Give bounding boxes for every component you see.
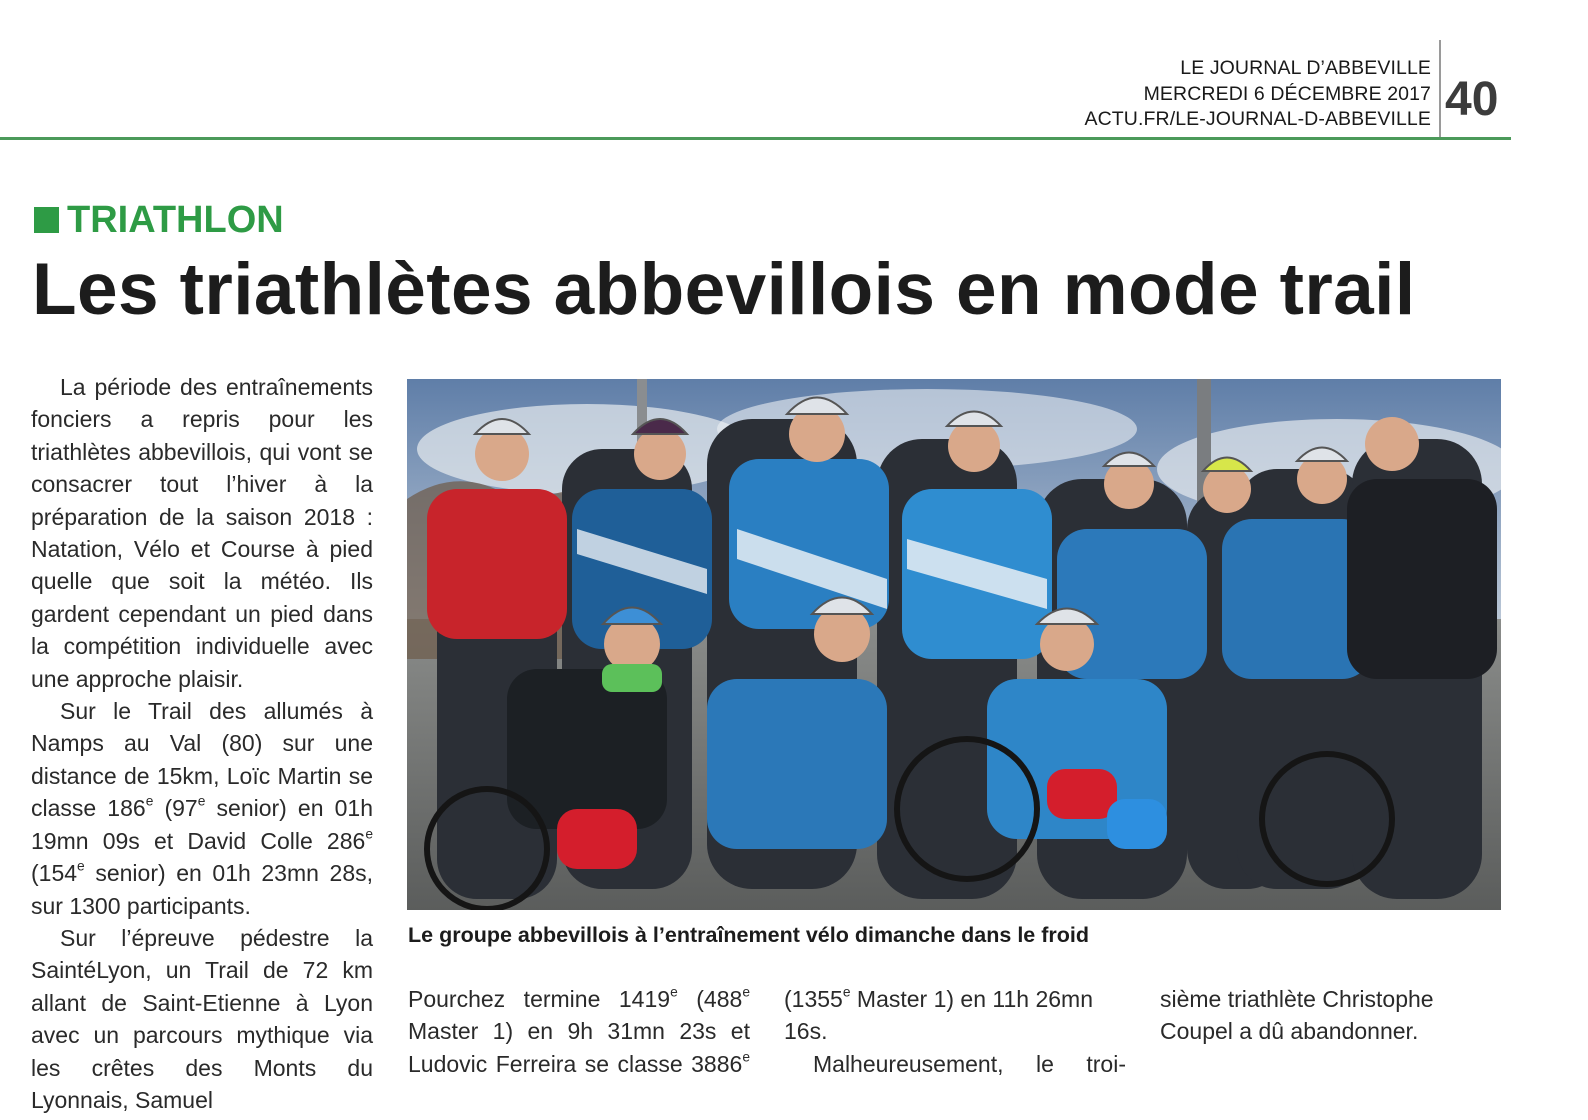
rubric — [34, 198, 284, 242]
masthead — [1085, 56, 1432, 133]
paragraph-saintelyon: Sur l’épreuve pédestre la SaintéLyon, un Trail de 72 km allant de Saint-Etienne à Lyon avec un parcours mythique via les crêtes des Monts du Lyonnais, Samuel — [31, 924, 373, 1113]
article-headline: Les triathlètes abbevillois en mode trail — [32, 249, 1416, 330]
rubric-label: TRIATHLON — [67, 199, 284, 241]
paragraph-malheureusement: Malheureusement, le troi- — [813, 1050, 1126, 1077]
paragraph-coupel: sième triathlète Christophe Coupel a dû abandonner. — [1160, 986, 1434, 1045]
newspaper-name: LE JOURNAL D’ABBEVILLE — [1180, 57, 1431, 79]
article-column-4 — [1160, 983, 1502, 1048]
article-column-2 — [408, 983, 750, 1080]
paragraph-ferreira-continued: (1355e Master 1) en 11h 26mn 16s. — [784, 984, 1093, 1045]
paragraph-intro: La période des entraînements fonciers a repris pour les triathlètes abbevillois, qui vont se consacrer tout l’hiver à la préparation de la saison 2018 : Natation, Vélo et Course à pied quelle que soit la météo. Ils gardent cependant un pied dans la compétition individuelle avec une approche plaisir. — [31, 374, 373, 692]
article-column-1 — [31, 371, 373, 1116]
website-url: ACTU.FR/LE-JOURNAL-D-ABBEVILLE — [1084, 108, 1431, 130]
paragraph-pourchez: Pourchez termine 1419e (488e Master 1) en 9h 31mn 23s et Ludovic Ferreira se classe 3886e — [408, 984, 750, 1077]
rubric-square-icon — [34, 207, 59, 233]
page-number: 40 — [1445, 73, 1499, 126]
team-photo-illustration — [407, 379, 1501, 910]
masthead-divider — [1439, 40, 1441, 139]
team-photo — [407, 379, 1501, 910]
paragraph-trail-des-allumes: Sur le Trail des allumés à Namps au Val (80) sur une distance de 15km, Loïc Martin se classe 186e (97e senior) en 01h 19mn 09s et David Colle 286e (154e senior) en 01h 23mn 28s, sur 1300 participants. — [31, 698, 373, 919]
article-column-3 — [784, 983, 1126, 1080]
issue-date: MERCREDI 6 DÉCEMBRE 2017 — [1143, 82, 1431, 105]
photo-caption: Le groupe abbevillois à l’entraînement vélo dimanche dans le froid — [408, 923, 1089, 947]
header-rule — [0, 137, 1511, 140]
